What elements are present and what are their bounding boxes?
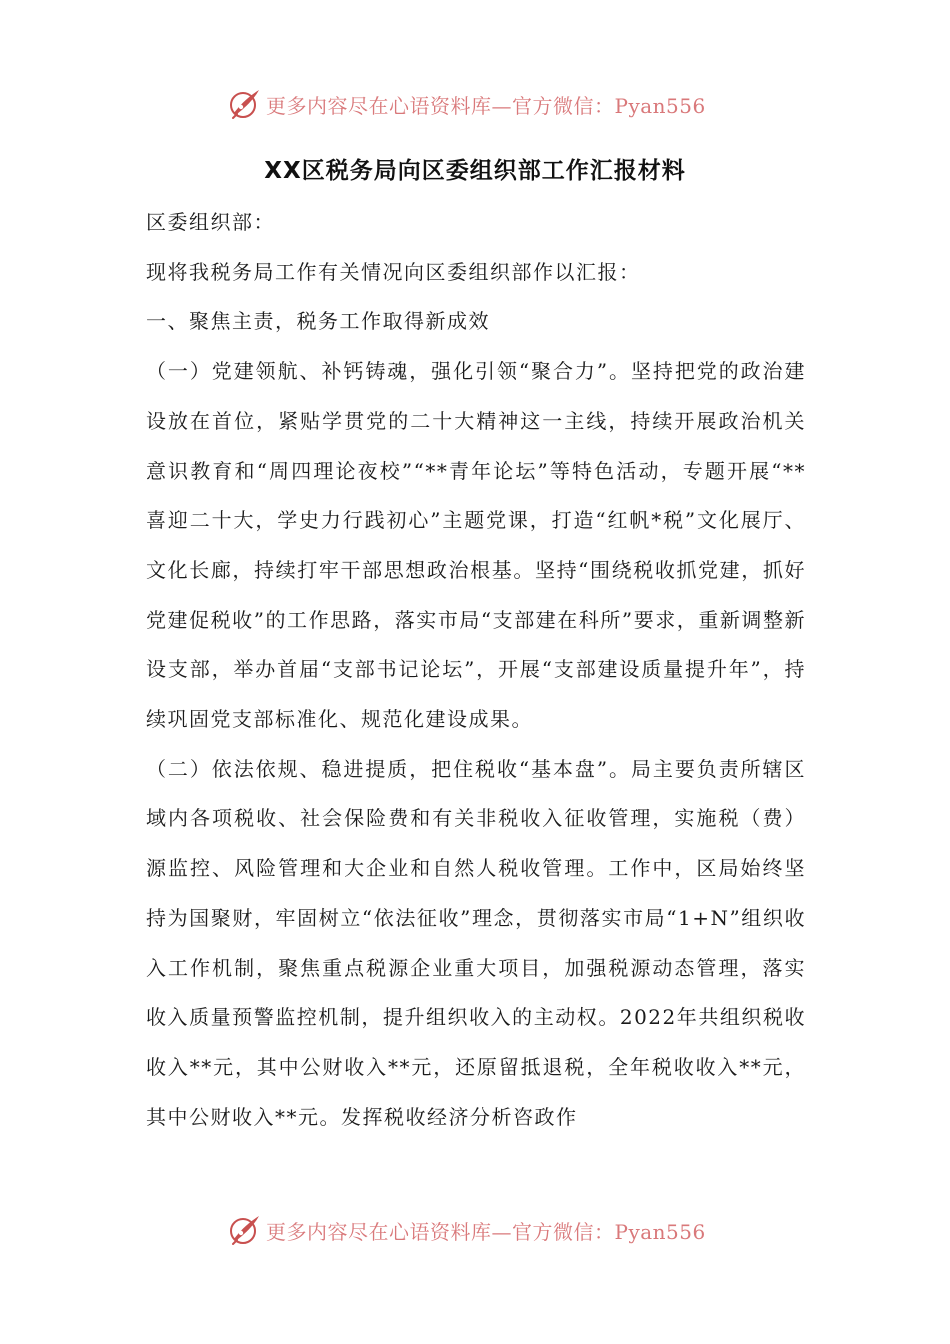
document-body (146, 198, 806, 1142)
section-heading: 一、聚焦主责，税务工作取得新成效 (146, 309, 490, 334)
paragraph: （二）依法依规、稳进提质，把住税收“基本盘”。局主要负责所辖区域内各项税收、社会保险费和有关非税收入征收管理，实施税（费）源监控、风险管理和大企业和自然人税收管理。工作中，区局始终坚持为国聚财，牢固树立“依法征收”理念，贯彻落实市局“1+N”组织收入工作机制，聚焦重点税源企业重大项目，加强税源动态管理，落实收入质量预警监控机制，提升组织收入的主动权。2022年共组织税收收入**元，其中公财收入**元，还原留抵退税，全年税收收入**元，其中公财收入**元。发挥税收经济分析咨政作 (146, 756, 806, 1129)
watermark-text: 更多内容尽在心语资料库—官方微信：Pyan556 (266, 1219, 706, 1244)
quill-pen-logo-icon (228, 87, 262, 121)
watermark-footer (228, 1210, 728, 1250)
document-title: XX区税务局向区委组织部工作汇报材料 (264, 158, 686, 184)
watermark-header (228, 84, 728, 124)
quill-pen-logo-icon (228, 1213, 262, 1247)
intro-paragraph: 现将我税务局工作有关情况向区委组织部作以汇报： (146, 259, 641, 284)
paragraph: （一）党建领航、补钙铸魂，强化引领“聚合力”。坚持把党的政治建设放在首位，紧贴学贯党的二十大精神这一主线，持续开展政治机关意识教育和“周四理论夜校”“**青年论坛”等特色活动，专题开展“**喜迎二十大，学史力行践初心”主题党课，打造“红帆*税”文化展厅、文化长廊，持续打牢干部思想政治根基。坚持“围绕税收抓党建，抓好党建促税收”的工作思路，落实市局“支部建在科所”要求，重新调整新设支部，举办首届“支部书记论坛”，开展“支部建设质量提升年”，持续巩固党支部标准化、规范化建设成果。 (146, 359, 806, 732)
watermark-text: 更多内容尽在心语资料库—官方微信：Pyan556 (266, 93, 706, 118)
salutation: 区委组织部： (146, 210, 275, 234)
